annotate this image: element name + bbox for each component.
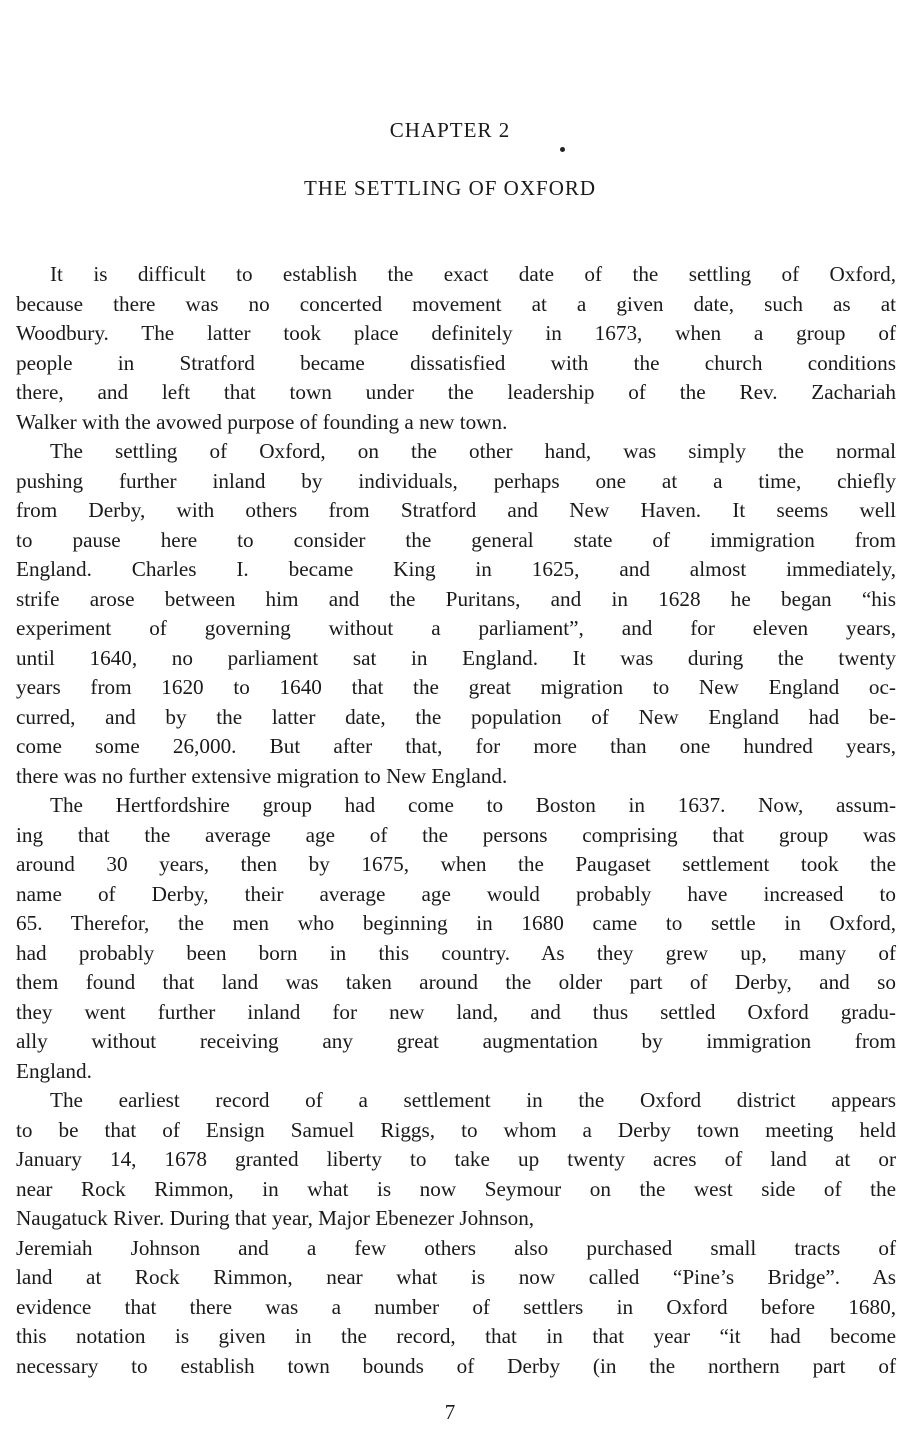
text-line: around 30 years, then by 1675, when the Paugaset settlement took the xyxy=(16,852,896,876)
text-line: there, and left that town under the leadership of the Rev. Zachariah xyxy=(16,380,896,404)
text-line: 65. Therefor, the men who beginning in 1680 came to settle in Oxford, xyxy=(16,911,896,935)
text-line: curred, and by the latter date, the population of New England had be- xyxy=(16,704,896,729)
text-line: experiment of governing without a parliament”, and for eleven years, xyxy=(16,616,896,640)
text-line: January 14, 1678 granted liberty to take up twenty acres of land at or xyxy=(16,1147,896,1171)
body-text xyxy=(16,260,896,1381)
text-line: this notation is given in the record, that in that year “it had become xyxy=(16,1324,896,1348)
text-line: evidence that there was a number of settlers in Oxford before 1680, xyxy=(16,1294,896,1319)
chapter-label: CHAPTER 2 xyxy=(389,118,511,142)
text-line: Woodbury. The latter took place definitely in 1673, when a group of xyxy=(16,321,896,345)
text-line: Naugatuck River. During that year, Major Ebenezer Johnson, xyxy=(16,1206,535,1230)
print-speck xyxy=(560,147,565,152)
text-line: Walker with the avowed purpose of founding a new town. xyxy=(16,409,508,434)
text-line: because there was no concerted movement at a given date, such as at xyxy=(16,291,896,316)
text-line: The settling of Oxford, on the other hand, was simply the normal xyxy=(50,439,896,463)
page-number: 7 xyxy=(444,1400,456,1424)
text-line: years from 1620 to 1640 that the great migration to New England oc- xyxy=(16,675,896,699)
text-line: until 1640, no parliament sat in England. It was during the twenty xyxy=(16,645,896,670)
text-line: there was no further extensive migration to New England. xyxy=(16,763,508,788)
text-line: near Rock Rimmon, in what is now Seymour on the west side of the xyxy=(16,1176,896,1201)
text-line: The Hertfordshire group had come to Boston in 1637. Now, assum- xyxy=(50,793,896,817)
text-line: from Derby, with others from Stratford and New Haven. It seems well xyxy=(16,498,896,522)
text-line: people in Stratford became dissatisfied with the church conditions xyxy=(16,350,896,375)
chapter-title: THE SETTLING OF OXFORD xyxy=(303,176,597,200)
text-line: they went further inland for new land, and thus settled Oxford gradu- xyxy=(16,999,896,1024)
text-line: come some 26,000. But after that, for more than one hundred years, xyxy=(16,734,896,758)
text-line: ally without receiving any great augmentation by immigration from xyxy=(16,1029,896,1053)
text-line: strife arose between him and the Puritans, and in 1628 he began “his xyxy=(16,586,896,611)
text-line: ing that the average age of the persons comprising that group was xyxy=(16,822,896,847)
text-line: Jeremiah Johnson and a few others also purchased small tracts of xyxy=(16,1235,896,1260)
text-line: name of Derby, their average age would probably have increased to xyxy=(16,881,896,906)
text-line: The earliest record of a settlement in the Oxford district appears xyxy=(50,1088,896,1112)
text-line: to pause here to consider the general state of immigration from xyxy=(16,527,896,552)
text-line: England. Charles I. became King in 1625, and almost immediately, xyxy=(16,557,896,581)
text-line: It is difficult to establish the exact date of the settling of Oxford, xyxy=(50,262,896,286)
text-line: England. xyxy=(16,1058,92,1083)
text-line: to be that of Ensign Samuel Riggs, to whom a Derby town meeting held xyxy=(16,1117,896,1142)
text-line: had probably been born in this country. As they grew up, many of xyxy=(16,940,896,965)
text-line: land at Rock Rimmon, near what is now called “Pine’s Bridge”. As xyxy=(16,1265,896,1289)
text-line: them found that land was taken around the older part of Derby, and so xyxy=(16,970,896,994)
text-line: pushing further inland by individuals, perhaps one at a time, chiefly xyxy=(16,468,896,493)
text-line: necessary to establish town bounds of Derby (in the northern part of xyxy=(16,1353,896,1378)
